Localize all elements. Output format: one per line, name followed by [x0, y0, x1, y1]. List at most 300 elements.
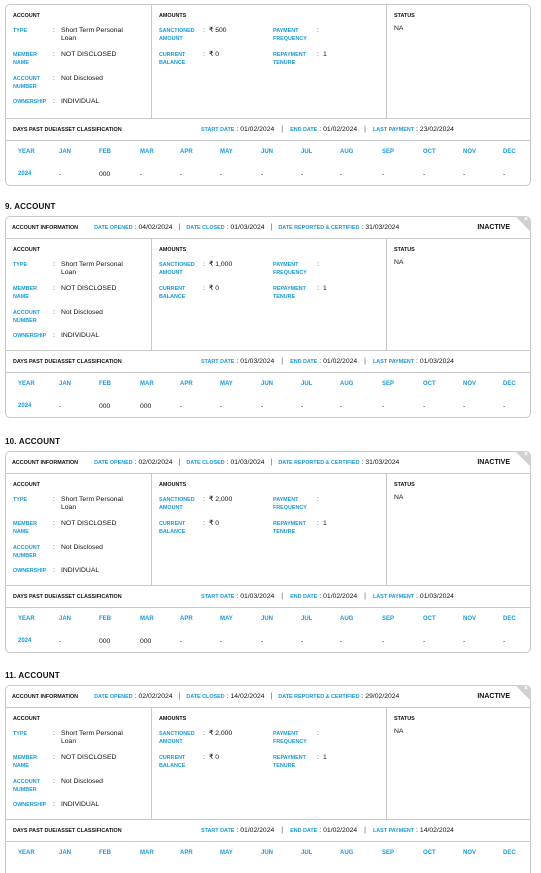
start-date-colon: :: [236, 827, 239, 834]
dpd-dates: [201, 827, 454, 834]
status-column: [387, 5, 530, 118]
end-date-colon: :: [319, 126, 322, 133]
month-header: MAR: [140, 616, 154, 622]
account-number-value: Not Disclosed: [61, 778, 103, 785]
payment-frequency-row: [273, 730, 323, 746]
repayment-tenure-value: 1: [323, 51, 327, 58]
account-number-label: ACCOUNT NUMBER: [13, 310, 40, 324]
start-date-label: START DATE: [201, 126, 235, 133]
payment-frequency-row: [273, 27, 323, 43]
history-cell: -: [340, 403, 343, 410]
date-closed-label: DATE CLOSED: [186, 459, 225, 466]
separator: |: [364, 358, 366, 365]
account-column-title: ACCOUNT: [13, 716, 40, 722]
type-row: [13, 496, 139, 512]
month-header: JAN: [59, 616, 72, 622]
month-header: MAY: [220, 850, 233, 856]
member-name-colon: :: [53, 285, 55, 292]
last-payment-colon: :: [416, 593, 418, 600]
month-header: MAY: [220, 616, 233, 622]
type-value: Short Term Personal Loan: [61, 27, 123, 42]
month-header: JUN: [261, 850, 274, 856]
history-cell: -: [463, 638, 466, 645]
dpd-title: DAYS PAST DUE/ASSET CLASSIFICATION: [13, 358, 122, 365]
sanctioned-amount-value: ₹ 1,000: [209, 261, 233, 268]
sanctioned-amount-colon: :: [203, 261, 205, 268]
sanctioned-amount-colon: :: [203, 496, 205, 503]
dpd-bar: [6, 820, 530, 842]
history-cell: -: [59, 403, 62, 410]
amounts-column-title: AMOUNTS: [159, 247, 187, 253]
month-header-row: [6, 141, 530, 163]
month-header: AUG: [340, 616, 354, 622]
date-reported-value: 31/03/2024: [365, 224, 400, 231]
sanctioned-amount-colon: :: [203, 27, 205, 34]
status-column-title: STATUS: [394, 13, 415, 19]
history-cell: -: [220, 403, 223, 410]
history-cell: -: [463, 403, 466, 410]
history-year: 2024: [18, 638, 32, 644]
account-card: [5, 216, 531, 418]
account-number-colon: :: [53, 75, 55, 82]
date-reported-colon: :: [361, 224, 364, 231]
start-date-value: 01/02/2024: [240, 827, 275, 834]
member-name-row: [13, 754, 139, 770]
status-value: NA: [394, 494, 404, 501]
end-date-label: END DATE: [290, 827, 318, 834]
date-opened-colon: :: [134, 459, 137, 466]
type-colon: :: [53, 730, 55, 737]
member-name-label: MEMBER NAME: [13, 521, 37, 535]
status-value: NA: [394, 25, 404, 32]
start-date-value: 01/03/2024: [240, 358, 275, 365]
history-cell: -: [180, 403, 183, 410]
status-value: NA: [394, 728, 404, 735]
month-header: APR: [180, 381, 193, 387]
payment-frequency-row: [273, 496, 323, 512]
date-opened-value: 02/02/2024: [138, 693, 173, 700]
month-header: SEP: [382, 850, 395, 856]
month-header: FEB: [99, 850, 111, 856]
end-date-value: 01/02/2024: [323, 358, 358, 365]
start-date-value: 01/02/2024: [240, 126, 275, 133]
sanctioned-amount-label: SANCTIONED AMOUNT: [159, 28, 195, 42]
history-cell: -: [301, 403, 304, 410]
month-header: APR: [180, 616, 193, 622]
account-number-label: ACCOUNT NUMBER: [13, 76, 40, 90]
start-date-label: START DATE: [201, 358, 235, 365]
current-balance-row: [159, 754, 219, 770]
sanctioned-amount-row: [159, 496, 232, 512]
account-column: [6, 5, 152, 118]
dpd-dates: [201, 593, 454, 600]
history-year: 2024: [18, 403, 32, 409]
date-closed-label: DATE CLOSED: [186, 224, 225, 231]
member-name-colon: :: [53, 754, 55, 761]
history-cell: 000: [140, 638, 152, 645]
date-reported-label: DATE REPORTED & CERTIFIED: [278, 459, 360, 466]
history-cell: -: [382, 403, 385, 410]
account-details: [6, 239, 530, 351]
account-info-bar: [6, 217, 530, 239]
ownership-row: [13, 332, 139, 340]
date-opened-label: DATE OPENED: [94, 459, 133, 466]
month-header-row: [6, 608, 530, 630]
month-header: MAY: [220, 381, 233, 387]
separator: |: [178, 224, 181, 231]
status-column: [387, 474, 530, 585]
history-cell: -: [220, 638, 223, 645]
dpd-bar: [6, 586, 530, 608]
month-header: JAN: [59, 149, 72, 155]
separator: |: [270, 459, 273, 466]
date-opened-value: 02/02/2024: [138, 459, 173, 466]
repayment-tenure-colon: :: [317, 51, 319, 58]
month-header: AUG: [340, 149, 354, 155]
history-cell: -: [382, 171, 385, 178]
account-number-value: Not Disclosed: [61, 309, 103, 316]
account-column-title: ACCOUNT: [13, 13, 40, 19]
end-date-value: 01/02/2024: [323, 126, 358, 133]
current-balance-colon: :: [203, 520, 205, 527]
end-date-colon: :: [319, 358, 322, 365]
member-name-colon: :: [53, 520, 55, 527]
month-header: JUL: [301, 149, 313, 155]
repayment-tenure-row: [273, 754, 327, 770]
history-cell: -: [423, 638, 426, 645]
ownership-label: OWNERSHIP: [13, 802, 47, 808]
payment-frequency-label: PAYMENT FREQUENCY: [273, 262, 307, 276]
payment-frequency-colon: :: [317, 27, 319, 34]
payment-frequency-label: PAYMENT FREQUENCY: [273, 497, 307, 511]
current-balance-value: ₹ 0: [209, 754, 219, 761]
account-column-title: ACCOUNT: [13, 482, 40, 488]
dpd-bar: [6, 119, 530, 141]
sanctioned-amount-value: ₹ 2,000: [209, 730, 233, 737]
account-info-title: ACCOUNT INFORMATION: [12, 224, 79, 231]
history-cell: -: [340, 638, 343, 645]
last-payment-value: 01/03/2024: [419, 358, 454, 365]
end-date-label: END DATE: [290, 126, 318, 133]
amounts-column: [152, 239, 387, 350]
separator: |: [178, 459, 181, 466]
account-info-title: ACCOUNT INFORMATION: [12, 459, 79, 466]
type-label: TYPE: [13, 731, 28, 737]
account-number-label: ACCOUNT NUMBER: [13, 545, 40, 559]
sanctioned-amount-row: [159, 27, 227, 43]
month-header: OCT: [423, 381, 436, 387]
date-closed-colon: :: [226, 693, 229, 700]
account-state-badge: INACTIVE: [477, 459, 510, 466]
month-header-row: [6, 842, 530, 864]
amounts-column: [152, 708, 387, 819]
status-column-title: STATUS: [394, 247, 415, 253]
date-closed-value: 01/03/2024: [230, 459, 265, 466]
ownership-value: INDIVIDUAL: [61, 332, 100, 339]
separator: |: [364, 593, 366, 600]
type-label: TYPE: [13, 262, 28, 268]
sanctioned-amount-row: [159, 730, 232, 746]
history-cell: -: [503, 171, 506, 178]
member-name-row: [13, 285, 139, 301]
history-cell: 000: [140, 403, 152, 410]
repayment-tenure-value: 1: [323, 754, 327, 761]
history-cell: -: [503, 403, 506, 410]
start-date-colon: :: [236, 593, 239, 600]
account-column-title: ACCOUNT: [13, 247, 40, 253]
history-cell: -: [301, 638, 304, 645]
start-date-colon: :: [236, 126, 239, 133]
month-header: AUG: [340, 381, 354, 387]
amounts-column-title: AMOUNTS: [159, 482, 187, 488]
member-name-colon: :: [53, 51, 55, 58]
account-section-title: 9. ACCOUNT: [5, 202, 56, 211]
member-name-value: NOT DISCLOSED: [61, 51, 117, 58]
current-balance-value: ₹ 0: [209, 51, 219, 58]
ownership-label: OWNERSHIP: [13, 568, 47, 574]
member-name-row: [13, 51, 139, 67]
sanctioned-amount-label: SANCTIONED AMOUNT: [159, 262, 195, 276]
status-value: NA: [394, 259, 404, 266]
account-column: [6, 708, 152, 819]
month-header: NOV: [463, 149, 477, 155]
repayment-tenure-colon: :: [317, 754, 319, 761]
separator: |: [270, 224, 273, 231]
history-cell: -: [301, 171, 304, 178]
month-header: APR: [180, 850, 193, 856]
member-name-value: NOT DISCLOSED: [61, 285, 117, 292]
history-cell: -: [423, 403, 426, 410]
date-reported-label: DATE REPORTED & CERTIFIED: [278, 224, 360, 231]
account-section-title: 11. ACCOUNT: [5, 671, 60, 680]
sanctioned-amount-colon: :: [203, 730, 205, 737]
current-balance-colon: :: [203, 285, 205, 292]
account-number-value: Not Disclosed: [61, 75, 103, 82]
month-header: NOV: [463, 616, 477, 622]
dpd-dates: [201, 358, 454, 365]
history-cell: -: [59, 638, 62, 645]
ownership-row: [13, 801, 139, 809]
date-reported-colon: :: [361, 693, 364, 700]
dpd-title: DAYS PAST DUE/ASSET CLASSIFICATION: [13, 593, 122, 600]
dpd-title: DAYS PAST DUE/ASSET CLASSIFICATION: [13, 827, 122, 834]
start-date-value: 01/03/2024: [240, 593, 275, 600]
repayment-tenure-row: [273, 520, 327, 536]
amounts-column-title: AMOUNTS: [159, 716, 187, 722]
history-cell: -: [140, 171, 143, 178]
account-number-colon: :: [53, 309, 55, 316]
account-info-title: ACCOUNT INFORMATION: [12, 693, 79, 700]
month-header: JAN: [59, 850, 72, 856]
sanctioned-amount-row: [159, 261, 232, 277]
month-header: NOV: [463, 381, 477, 387]
separator: |: [270, 693, 273, 700]
repayment-tenure-label: REPAYMENT TENURE: [273, 52, 306, 66]
account-card: [5, 451, 531, 653]
month-header: MAR: [140, 381, 154, 387]
date-opened-colon: :: [134, 693, 137, 700]
end-date-label: END DATE: [290, 593, 318, 600]
date-closed-colon: :: [226, 459, 229, 466]
ownership-value: INDIVIDUAL: [61, 567, 100, 574]
month-header: SEP: [382, 149, 395, 155]
current-balance-value: ₹ 0: [209, 285, 219, 292]
date-closed-colon: :: [226, 224, 229, 231]
sanctioned-amount-label: SANCTIONED AMOUNT: [159, 731, 195, 745]
type-row: [13, 27, 139, 43]
month-header: MAR: [140, 149, 154, 155]
member-name-label: MEMBER NAME: [13, 52, 37, 66]
month-header: MAY: [220, 149, 233, 155]
type-colon: :: [53, 261, 55, 268]
month-header: JUL: [301, 850, 313, 856]
history-cell: -: [59, 171, 62, 178]
current-balance-row: [159, 520, 219, 536]
ownership-colon: :: [53, 801, 55, 808]
month-header: YEAR: [18, 616, 35, 622]
type-colon: :: [53, 27, 55, 34]
account-info-bar: [6, 686, 530, 708]
account-info-bar: [6, 452, 530, 474]
history-cell: 000: [99, 638, 111, 645]
month-header: DEC: [503, 149, 516, 155]
history-cell: -: [382, 638, 385, 645]
ownership-label: OWNERSHIP: [13, 99, 47, 105]
sanctioned-amount-value: ₹ 2,000: [209, 496, 233, 503]
last-payment-colon: :: [416, 827, 418, 834]
type-value: Short Term Personal Loan: [61, 261, 123, 276]
history-cell: -: [261, 171, 264, 178]
payment-history-row: [6, 163, 530, 185]
month-header: JAN: [59, 381, 72, 387]
amounts-column: [152, 474, 387, 585]
end-date-colon: :: [319, 593, 322, 600]
date-opened-colon: :: [134, 224, 137, 231]
payment-frequency-colon: :: [317, 730, 319, 737]
end-date-value: 01/02/2024: [323, 593, 358, 600]
history-cell: 000: [99, 171, 111, 178]
payment-history-row: [6, 395, 530, 417]
month-header: SEP: [382, 616, 395, 622]
status-column: [387, 239, 530, 350]
current-balance-row: [159, 51, 219, 67]
account-details: [6, 474, 530, 586]
month-header: OCT: [423, 616, 436, 622]
sanctioned-amount-value: ₹ 500: [209, 27, 227, 34]
month-header: YEAR: [18, 850, 35, 856]
current-balance-label: CURRENT BALANCE: [159, 52, 186, 66]
account-column: [6, 474, 152, 585]
history-cell: -: [220, 171, 223, 178]
payment-frequency-row: [273, 261, 323, 277]
account-section-title: 10. ACCOUNT: [5, 437, 61, 446]
close-icon[interactable]: ×: [523, 685, 528, 692]
end-date-label: END DATE: [290, 358, 318, 365]
month-header: YEAR: [18, 149, 35, 155]
history-cell: -: [180, 638, 183, 645]
current-balance-label: CURRENT BALANCE: [159, 286, 186, 300]
last-payment-label: LAST PAYMENT: [373, 593, 415, 600]
type-row: [13, 261, 139, 277]
last-payment-label: LAST PAYMENT: [373, 358, 415, 365]
ownership-colon: :: [53, 332, 55, 339]
month-header: DEC: [503, 616, 516, 622]
repayment-tenure-label: REPAYMENT TENURE: [273, 286, 306, 300]
status-column: [387, 708, 530, 819]
separator: |: [281, 358, 284, 365]
date-opened-value: 04/02/2024: [138, 224, 173, 231]
last-payment-value: 23/02/2024: [419, 126, 454, 133]
last-payment-label: LAST PAYMENT: [373, 126, 415, 133]
repayment-tenure-value: 1: [323, 520, 327, 527]
month-header: OCT: [423, 850, 436, 856]
repayment-tenure-label: REPAYMENT TENURE: [273, 755, 306, 769]
month-header: SEP: [382, 381, 395, 387]
account-number-row: [13, 309, 139, 325]
account-number-row: [13, 778, 139, 794]
ownership-colon: :: [53, 567, 55, 574]
date-reported-colon: :: [361, 459, 364, 466]
history-cell: -: [180, 171, 183, 178]
payment-history-row: [6, 630, 530, 652]
member-name-row: [13, 520, 139, 536]
close-icon[interactable]: ×: [523, 451, 528, 458]
month-header: DEC: [503, 381, 516, 387]
account-card: [5, 685, 531, 873]
date-opened-label: DATE OPENED: [94, 693, 133, 700]
history-cell: -: [261, 638, 264, 645]
account-number-value: Not Disclosed: [61, 544, 103, 551]
month-header: FEB: [99, 616, 111, 622]
type-row: [13, 730, 139, 746]
amounts-column-title: AMOUNTS: [159, 13, 187, 19]
month-header: DEC: [503, 850, 516, 856]
start-date-label: START DATE: [201, 827, 235, 834]
date-closed-value: 01/03/2024: [230, 224, 265, 231]
current-balance-value: ₹ 0: [209, 520, 219, 527]
repayment-tenure-colon: :: [317, 285, 319, 292]
date-reported-label: DATE REPORTED & CERTIFIED: [278, 693, 360, 700]
ownership-value: INDIVIDUAL: [61, 801, 100, 808]
repayment-tenure-row: [273, 285, 327, 301]
start-date-label: START DATE: [201, 593, 235, 600]
date-closed-label: DATE CLOSED: [186, 693, 225, 700]
repayment-tenure-row: [273, 51, 327, 67]
amounts-column: [152, 5, 387, 118]
date-reported-value: 31/03/2024: [365, 459, 400, 466]
current-balance-label: CURRENT BALANCE: [159, 521, 186, 535]
start-date-colon: :: [236, 358, 239, 365]
payment-frequency-colon: :: [317, 496, 319, 503]
month-header: NOV: [463, 850, 477, 856]
month-header: JUN: [261, 149, 274, 155]
month-header: OCT: [423, 149, 436, 155]
account-number-row: [13, 544, 139, 560]
current-balance-colon: :: [203, 754, 205, 761]
type-label: TYPE: [13, 497, 28, 503]
separator: |: [281, 827, 284, 834]
date-closed-value: 14/02/2024: [230, 693, 265, 700]
close-icon[interactable]: ×: [523, 216, 528, 223]
account-number-colon: :: [53, 544, 55, 551]
current-balance-colon: :: [203, 51, 205, 58]
history-cell: -: [340, 171, 343, 178]
ownership-label: OWNERSHIP: [13, 333, 47, 339]
date-opened-label: DATE OPENED: [94, 224, 133, 231]
month-header: FEB: [99, 149, 111, 155]
type-value: Short Term Personal Loan: [61, 730, 123, 745]
current-balance-label: CURRENT BALANCE: [159, 755, 186, 769]
